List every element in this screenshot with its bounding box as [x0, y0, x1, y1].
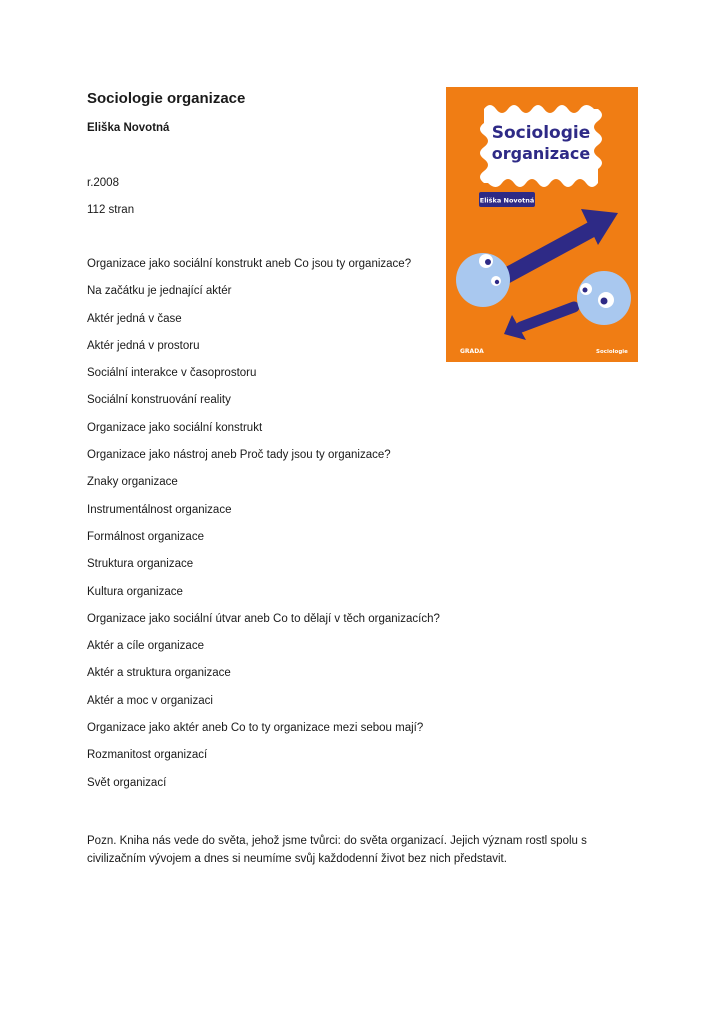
toc-item: Organizace jako aktér aneb Co to ty organizace mezi sebou mají? — [87, 722, 424, 735]
toc-item: Aktér jedná v čase — [87, 312, 182, 325]
toc-item: Kultura organizace — [87, 585, 183, 598]
page-count: 112 stran — [87, 204, 135, 216]
book-cover-image — [446, 87, 638, 362]
cover-title-line1: Sociologie — [491, 123, 591, 143]
book-author: Eliška Novotná — [87, 122, 170, 134]
toc-item: Organizace jako sociální konstrukt aneb Co jsou ty organizace? — [87, 258, 412, 270]
toc-item: Aktér a cíle organizace — [87, 640, 204, 653]
toc-item: Na začátku je jednající aktér — [87, 285, 232, 298]
cover-title-line2: organizace — [491, 144, 591, 163]
toc-item: Organizace jako nástroj aneb Proč tady jsou ty organizace? — [87, 449, 391, 462]
toc-item: Struktura organizace — [87, 558, 194, 571]
bubble-face-left-icon — [456, 253, 510, 307]
toc-item: Rozmanitost organizací — [87, 749, 208, 762]
cover-publisher: GRADA — [460, 348, 484, 355]
toc-item: Organizace jako sociální útvar aneb Co to dělají v těch organizacích? — [87, 612, 440, 625]
toc-item: Organizace jako sociální konstrukt — [87, 421, 263, 434]
toc-item: Aktér a moc v organizaci — [87, 694, 213, 707]
toc-item: Aktér jedná v prostoru — [87, 339, 200, 352]
book-title: Sociologie organizace — [87, 90, 246, 107]
publication-year: r.2008 — [87, 177, 119, 189]
toc-item: Aktér a struktura organizace — [87, 667, 231, 680]
book-note: Pozn. Kniha nás vede do světa, jehož jsme tvůrci: do světa organizací. Jejich význam rostl spolu s civilizačním vývojem a dnes si neumíme svůj každodenní život bez nich představit. — [87, 835, 587, 865]
toc-item: Znaky organizace — [87, 476, 178, 489]
table-of-contents — [87, 257, 440, 803]
toc-item: Svět organizací — [87, 776, 167, 789]
cover-author: Eliška Novotná — [479, 196, 535, 205]
toc-item: Formálnost organizace — [87, 530, 204, 543]
cover-series: Sociologie — [596, 349, 628, 355]
bubble-face-right-icon — [577, 271, 631, 325]
toc-item: Instrumentálnost organizace — [87, 503, 232, 516]
toc-item: Sociální konstruování reality — [87, 394, 231, 407]
toc-item: Sociální interakce v časoprostoru — [87, 367, 257, 380]
